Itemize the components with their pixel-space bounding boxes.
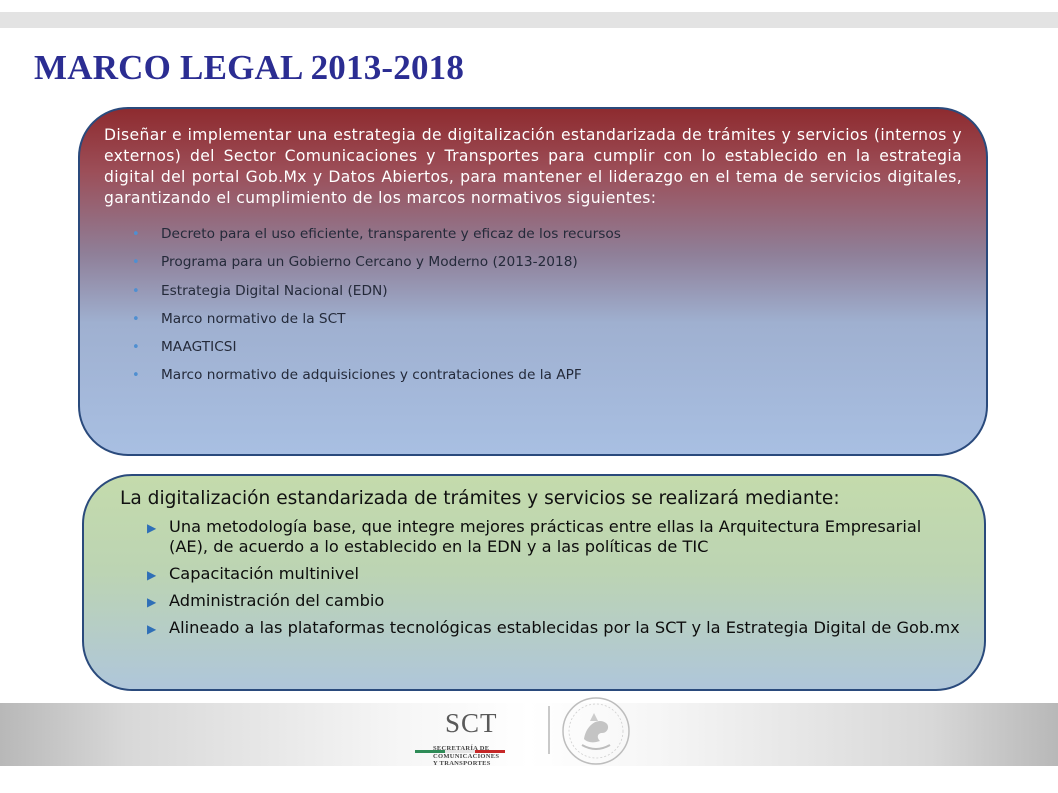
digitalization-method-box: [82, 474, 986, 691]
list-item: • Estrategia Digital Nacional (EDN): [132, 282, 388, 299]
sct-logo: [415, 708, 505, 768]
list-item: • Marco normativo de adquisiciones y contrataciones de la APF: [132, 367, 582, 384]
list-item: ▶ Una metodología base, que integre mejores prácticas entre ellas la Arquitectura Empresarial (AE), de acuerdo a lo establecido en la EDN y a las políticas de TIC: [147, 517, 922, 556]
footer-band: [0, 703, 1058, 766]
page-title: MARCO LEGAL 2013-2018: [34, 48, 465, 87]
method-lead: La digitalización estandarizada de trámites y servicios se realizará mediante:: [120, 488, 840, 509]
list-item: • Decreto para el uso eficiente, transparente y eficaz de los recursos: [132, 226, 621, 242]
logo-divider: [548, 706, 550, 754]
list-item: • MAAGTICSI: [132, 339, 237, 356]
bullet-icon: •: [132, 340, 140, 356]
top-bar: [0, 12, 1058, 28]
bullet-icon: •: [132, 283, 140, 299]
intro-paragraph: Diseñar e implementar una estrategia de digitalización estandarizada de trámites y servicios (internos y externos) del Sector Comunicaciones y Transportes para cumplir con lo establecido en la estrategia digital del portal Gob.Mx y Datos Abiertos, para mantener el liderazgo en el tema de servicios digitales, garantizando el cumplimiento de los marcos normativos siguientes:: [104, 126, 962, 207]
list-item: ▶ Capacitación multinivel: [147, 564, 359, 583]
arrow-bullet-icon: ▶: [147, 521, 157, 535]
bullet-icon: •: [132, 368, 140, 384]
bullet-icon: •: [132, 311, 140, 327]
list-item: • Marco normativo de la SCT: [132, 310, 346, 327]
arrow-bullet-icon: ▶: [147, 622, 157, 636]
arrow-bullet-icon: ▶: [147, 595, 157, 609]
method-list: [120, 517, 964, 638]
list-item: ▶ Alineado a las plataformas tecnológicas establecidas por la SCT y la Estrategia Digital de Gob.mx: [147, 618, 960, 637]
bullet-icon: •: [132, 227, 140, 242]
flag-stripes: [415, 738, 505, 742]
mexican-coat-of-arms-icon: [560, 695, 632, 767]
arrow-bullet-icon: ▶: [147, 568, 157, 582]
list-item: • Programa para un Gobierno Cercano y Moderno (2013-2018): [132, 254, 578, 271]
legal-framework-box: [78, 107, 988, 456]
list-item: ▶ Administración del cambio: [147, 591, 385, 610]
sct-logo-text: SCT: [445, 708, 498, 738]
sct-logo-subtitle: SECRETARÍA DE COMUNICACIONES Y TRANSPORTES: [433, 745, 500, 767]
bullet-icon: •: [132, 255, 140, 271]
framework-list: [104, 227, 962, 383]
